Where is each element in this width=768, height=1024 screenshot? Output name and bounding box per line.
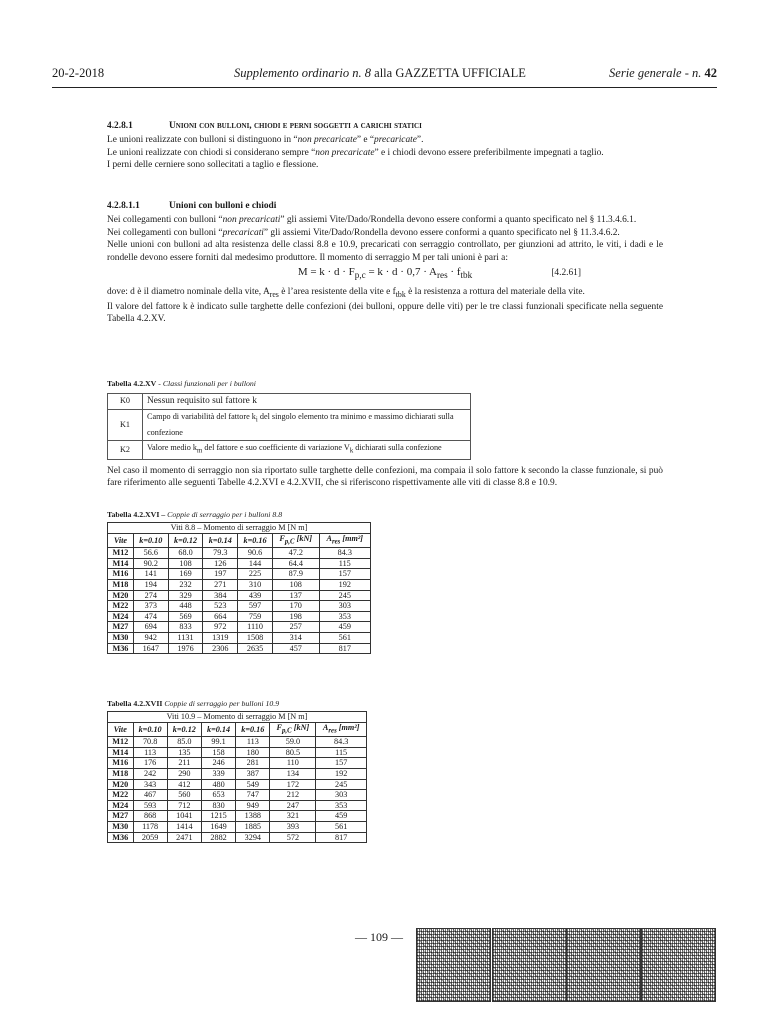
table-cell: 246 [201,758,235,769]
table-cell: 949 [236,800,270,811]
table-cell: 257 [272,622,319,633]
table-row [108,790,367,801]
table-cell: 393 [270,821,316,832]
table-cell: 68.0 [168,548,203,559]
table-cell: 1131 [168,632,203,643]
table-cell: 817 [316,832,367,843]
table-row: K0 Nessun requisito sul fattore k [108,394,471,409]
table-cell: 126 [203,558,238,569]
table-cell: 90.6 [238,548,273,559]
table-cell: 245 [319,590,370,601]
table-cell: 1319 [203,632,238,643]
row-label: M14 [108,558,134,569]
table-cell: 113 [236,737,270,748]
table-header-row: Vite k=0.10 k=0.12 k=0.14 k=0.16 $F_{p,C}$ [kN] $A_{res}$ [mm²] [108,723,367,737]
table-cell: 942 [133,632,168,643]
subsection-4-2-8-1-1 [107,200,663,326]
section-4-2-8-1 [107,120,663,172]
table-cell: 2059 [133,832,167,843]
table-cell: 560 [167,790,201,801]
paragraph: I perni delle cerniere sono sollecitati a taglio e flessione. [107,160,319,171]
table-4-2-xv [107,393,471,460]
table-row [108,611,371,622]
header-issue-number: 42 [704,66,717,80]
table-cell: 115 [319,558,370,569]
paragraph: dove: d è il diametro nominale della vite, $A_{res}$ è l’area resistente della vite e $f_{tbk}$ è la resistenza a rottura del materiale della vite. [107,286,585,299]
table-cell: 169 [168,569,203,580]
row-label: M27 [108,622,134,633]
table-4-2-xvi-block [107,509,663,654]
table-row [108,758,367,769]
table-row [108,800,367,811]
table-caption: Tabella 4.2.XV - Classi funzionali per i bulloni [107,379,256,388]
table-4-2-xv-block [107,378,663,460]
table-cell: 232 [168,580,203,591]
table-cell: 1508 [238,632,273,643]
table-cell: 1215 [201,811,235,822]
table-cell: 137 [272,590,319,601]
subsection-heading: 4.2.8.1.1 Unioni con bulloni e chiodi [107,201,277,211]
paragraph: Le unioni realizzate con bulloni si distinguono in “non precaricate” e “precaricate”. [107,135,424,146]
table-cell: 329 [168,590,203,601]
table-cell: 242 [133,769,167,780]
table-cell: 343 [133,779,167,790]
table-row [108,821,367,832]
table-cell: 457 [272,643,319,654]
table-cell: 2306 [203,643,238,654]
table-cell: 1110 [238,622,273,633]
paragraph: Nel caso il momento di serraggio non sia riportato sulle targhette delle confezioni, ma compaia il solo fattore k secondo la classe funzionale, si può fare riferimento alle seguenti Tabelle 4.2.XVI e 4.2.XVII, che si riferiscono rispettivamente alle viti di classe 8.8 e 10.9. [107,466,663,489]
table-row [108,769,367,780]
row-label: M30 [108,821,134,832]
table-cell: 339 [201,769,235,780]
table-cell: 1885 [236,821,270,832]
table-cell: 70.8 [133,737,167,748]
table-cell: 474 [133,611,168,622]
datamatrix-code [493,929,566,1001]
table-cell: 303 [319,601,370,612]
table-row [108,590,371,601]
subsection-title: Unioni con bulloni e chiodi [169,201,277,211]
datamatrix-code [567,929,640,1001]
table-cell: 1041 [167,811,201,822]
paragraph: Il valore del fattore k è indicato sulle targhette delle confezioni (dei bulloni, oppure delle viti) per le tre classi funzionali specificate nella seguente Tabella 4.2.XV. [107,301,663,325]
row-label: M36 [108,832,134,843]
paragraph: Nelle unioni con bulloni ad alta resistenza delle classi 8.8 e 10.9, precaricati con serraggio controllato, per giunzioni ad attrito, le viti, i dadi e le rondelle devono essere forniti dal medesimo produttore. Il momento di serraggio M per tali unioni è pari a: [107,240,663,263]
table-cell: 523 [203,601,238,612]
table-cell: 972 [203,622,238,633]
table-cell: 561 [319,632,370,643]
table-cell: 271 [203,580,238,591]
datamatrix-code [417,929,490,1001]
table-cell: 176 [133,758,167,769]
section-heading: 4.2.8.1 Unioni con bulloni, chiodi e perni soggetti a carichi statici [107,121,422,131]
table-cell: 3294 [236,832,270,843]
table-cell: 817 [319,643,370,654]
table-cell: 99.1 [201,737,235,748]
table-cell: 459 [319,622,370,633]
table-cell: 412 [167,779,201,790]
table-cell: 712 [167,800,201,811]
row-label: M18 [108,580,134,591]
table-row [108,548,371,559]
table-cell: 192 [319,580,370,591]
table-cell: 694 [133,622,168,633]
table-cell: 549 [236,779,270,790]
table-cell: 134 [270,769,316,780]
table-cell: 290 [167,769,201,780]
table-cell: 110 [270,758,316,769]
row-label: M30 [108,632,134,643]
table-cell: 47.2 [272,548,319,559]
table-cell: 198 [272,611,319,622]
row-label: M12 [108,548,134,559]
row-label: M24 [108,800,134,811]
table-cell: 664 [203,611,238,622]
table-cell: 192 [316,769,367,780]
header-publication: Supplemento ordinario n. 8 alla GAZZETTA UFFICIALE [234,66,526,80]
table-cell: 108 [272,580,319,591]
table-cell: 158 [201,747,235,758]
table-row [108,632,371,643]
table-cell: 833 [168,622,203,633]
row-label: M16 [108,569,134,580]
row-label: M12 [108,737,134,748]
table-cell: 2471 [167,832,201,843]
table-cell: 90.2 [133,558,168,569]
table-cell: 353 [316,800,367,811]
table-cell: 1178 [133,821,167,832]
table-row: K2 Valore medio $k_m$ del fattore e suo coefficiente di variazione $V_k$ dichiarati sulla confezione [108,441,471,460]
table-group-header: Viti 8.8 – Momento di serraggio M [N m] [108,523,371,534]
table-cell: 439 [238,590,273,601]
table-cell: 79.3 [203,548,238,559]
table-row [108,737,367,748]
table-cell: 868 [133,811,167,822]
table-cell: 211 [167,758,201,769]
table-row [108,832,367,843]
datamatrix-code [642,929,715,1001]
table-header-row: Vite k=0.10 k=0.12 k=0.14 k=0.16 $F_{p,C}$ [kN] $A_{res}$ [mm²] [108,534,371,548]
table-row: K1 Campo di variabilità del fattore $k_i$ del singolo elemento tra minimo e massimo dichiarati sulla confezione [108,409,471,440]
table-cell: 197 [203,569,238,580]
formula-number: [4.2.61] [551,268,581,279]
table-4-2-xvi [107,522,371,654]
row-label: M24 [108,611,134,622]
table-cell: 113 [133,747,167,758]
table-cell: 597 [238,601,273,612]
row-label: M18 [108,769,134,780]
paragraph: Le unioni realizzate con chiodi si considerano sempre “non precaricate” e i chiodi devono essere preferibilmente impegnati a taglio. [107,147,604,158]
page-header [52,66,717,86]
table-cell: 115 [316,747,367,758]
table-cell: 1649 [201,821,235,832]
table-cell: 245 [316,779,367,790]
header-rule [52,87,717,88]
table-cell: 225 [238,569,273,580]
table-cell: 653 [201,790,235,801]
header-series: Serie generale - n. 42 [609,66,717,80]
table-cell: 759 [238,611,273,622]
row-label: M22 [108,790,134,801]
table-row [108,601,371,612]
row-label: M16 [108,758,134,769]
table-cell: 353 [319,611,370,622]
table-cell: 310 [238,580,273,591]
table-cell: 572 [270,832,316,843]
table-cell: 1976 [168,643,203,654]
table-cell: 480 [201,779,235,790]
table-cell: 569 [168,611,203,622]
table-cell: 467 [133,790,167,801]
table-row [108,811,367,822]
table-cell: 84.3 [319,548,370,559]
table-cell: 84.3 [316,737,367,748]
table-cell: 247 [270,800,316,811]
table-cell: 170 [272,601,319,612]
table-cell: 2635 [238,643,273,654]
table-4-2-xvii [107,711,367,843]
table-cell: 561 [316,821,367,832]
table-caption: Tabella 4.2.XVI – Coppie di serraggio per i bulloni 8.8 [107,510,283,519]
section-title: Unioni con bulloni, chiodi e perni soggetti a carichi statici [169,121,422,131]
table-cell: 85.0 [167,737,201,748]
table-4-2-xvii-block [107,698,663,843]
table-cell: 59.0 [270,737,316,748]
table-cell: 194 [133,580,168,591]
table-row [108,643,371,654]
table-cell: 303 [316,790,367,801]
table-row [108,569,371,580]
row-label: M22 [108,601,134,612]
table-cell: 459 [316,811,367,822]
table-cell: 1414 [167,821,201,832]
row-label: M14 [108,747,134,758]
paragraph: Nei collegamenti con bulloni “non precaricati” gli assiemi Vite/Dado/Rondella devono essere conformi a quanto specificato nel § 11.3.4.6.1. [107,215,637,226]
table-caption: Tabella 4.2.XVII Coppie di serraggio per bulloni 10.9 [107,699,280,708]
row-label: M27 [108,811,134,822]
table-cell: 747 [236,790,270,801]
table-cell: 448 [168,601,203,612]
table-cell: 593 [133,800,167,811]
row-label: M20 [108,590,134,601]
table-cell: 180 [236,747,270,758]
table-cell: 2882 [201,832,235,843]
table-cell: 64.4 [272,558,319,569]
table-cell: 387 [236,769,270,780]
table-cell: 141 [133,569,168,580]
table-cell: 384 [203,590,238,601]
header-date: 20-2-2018 [52,66,105,80]
row-label: M36 [108,643,134,654]
table-cell: 274 [133,590,168,601]
table-cell: 135 [167,747,201,758]
table-cell: 830 [201,800,235,811]
table-cell: 212 [270,790,316,801]
table-group-header: Viti 10.9 – Momento di serraggio M [N m] [108,712,367,723]
table-cell: 144 [238,558,273,569]
table-cell: 314 [272,632,319,643]
table-cell: 157 [319,569,370,580]
table-row [108,580,371,591]
table-cell: 281 [236,758,270,769]
table-cell: 321 [270,811,316,822]
table-row [108,622,371,633]
table-cell: 373 [133,601,168,612]
page-number: — 109 — [355,930,403,944]
table-cell: 87.9 [272,569,319,580]
paragraph: Nei collegamenti con bulloni “precaricati” gli assiemi Vite/Dado/Rondella devono essere conformi a quanto specificato nel § 11.3.4.6.2. [107,227,620,238]
table-cell: 56.6 [133,548,168,559]
table-row [108,558,371,569]
paragraph-block [107,465,663,490]
table-cell: 1647 [133,643,168,654]
table-row [108,779,367,790]
table-cell: 108 [168,558,203,569]
formula-4-2-61: $M = k \cdot d \cdot F_{p,c} = k \cdot d \cdot 0,7 \cdot A_{res} \cdot f_{tbk}$ [4.2.61] [297,266,581,281]
table-row [108,747,367,758]
table-cell: 172 [270,779,316,790]
table-cell: 1388 [236,811,270,822]
row-label: M20 [108,779,134,790]
table-cell: 157 [316,758,367,769]
table-cell: 80.5 [270,747,316,758]
